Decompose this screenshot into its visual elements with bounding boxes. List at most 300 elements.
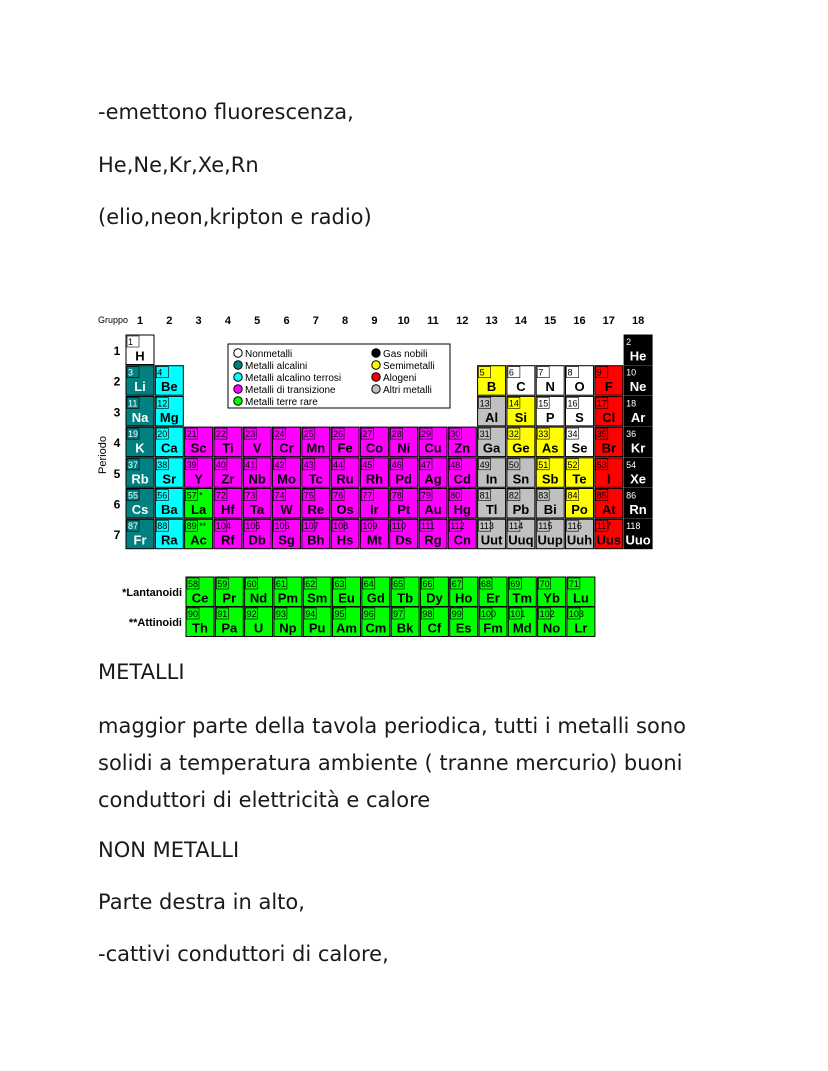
element-cell-Am [333,607,361,637]
element-cell-Sg [273,519,301,549]
element-symbol: Po [571,502,588,517]
element-number: 47 [421,459,432,470]
element-symbol: Pm [277,590,299,606]
element-cell-Be [155,366,183,396]
element-number: 113 [479,521,494,532]
element-symbol: Ir [370,502,379,517]
element-cell-Cr [273,427,301,457]
element-cell-Tb [391,577,419,607]
group-number: 6 [283,315,290,327]
element-number: 83 [538,490,549,501]
element-number: 33 [538,429,549,440]
element-symbol: Xe [630,471,647,487]
element-symbol: Cf [427,620,442,636]
element-symbol: Ru [336,471,354,487]
element-cell-Zr [214,458,242,488]
group-number: 16 [573,315,586,327]
element-symbol: C [516,379,526,395]
metalli-description [98,708,686,819]
element-cell-Cd [448,458,476,488]
element-number: 21 [186,429,197,440]
element-symbol: Db [248,532,266,548]
element-number: 80 [450,490,461,501]
element-symbol: V [252,440,262,456]
element-cell-Ds [390,519,418,549]
element-number: 36 [626,429,637,440]
element-cell-Fe [331,427,359,457]
element-cell-At [595,489,623,519]
element-cell-Ne [624,366,652,396]
element-symbol: I [606,471,611,487]
element-cell-Lr [567,607,595,637]
element-cell-Bh [302,519,330,549]
element-number: 50 [508,459,519,470]
element-number: 66 [422,579,433,589]
element-number: 49 [479,459,490,470]
element-cell-Dy [420,577,448,607]
element-cell-Te [566,458,594,488]
element-symbol: Nb [248,471,266,487]
legend-label: Metalli alcalino terrosi [245,373,342,384]
legend-label: Metalli alcalini [245,361,308,372]
group-number: 18 [631,315,645,327]
element-symbol: Pr [222,590,237,606]
element-symbol: Pu [308,620,326,636]
element-cell-Ar [624,396,652,426]
element-symbol: As [541,440,559,456]
element-number: 11 [128,398,138,409]
element-cell-Lu [567,577,595,607]
element-number: 29 [421,429,432,440]
element-symbol: Zr [221,471,235,487]
element-cell-Rb [126,458,154,488]
element-number: 18 [626,398,637,409]
element-symbol: Y [194,471,203,487]
element-number: 2 [626,337,632,347]
element-cell-Po [566,489,594,519]
element-number: 46 [391,459,402,470]
element-cell-P [536,396,564,426]
element-cell-Ti [214,427,242,457]
legend-label: Metalli terre rare [245,397,318,408]
element-cell-Si [507,396,535,426]
element-symbol: Ti [222,440,234,456]
element-number: 6 [508,367,514,378]
element-symbol: Hg [453,502,471,517]
element-symbol: Pa [221,620,238,636]
element-number: 26 [333,429,344,440]
element-number: 89 ** [186,521,207,532]
element-cell-I [595,458,623,488]
element-number: 44 [333,459,344,470]
element-number: 43 [303,459,314,470]
group-number: 14 [514,315,528,327]
element-symbol: Li [134,379,146,395]
element-symbol: Lr [574,620,588,636]
element-number: 53 [596,459,607,470]
element-number: 94 [305,609,316,619]
element-cell-Uuh [566,519,594,549]
element-number: 1 [128,337,134,347]
element-cell-F [595,366,623,396]
element-number: 101 [510,609,526,619]
element-cell-Mt [360,519,388,549]
element-number: 9 [596,367,602,378]
element-symbol: Ra [160,532,178,548]
element-symbol: U [253,620,264,636]
element-symbol: P [545,409,555,425]
element-number: 23 [245,429,256,440]
group-number: 5 [254,315,261,327]
element-number: 64 [363,579,374,589]
element-number: 98 [422,609,433,619]
element-cell-Xe [624,458,652,488]
legend-swatch-transition [234,385,242,393]
element-symbol: Ce [191,590,209,606]
element-cell-Re [302,489,330,519]
element-symbol: Uut [480,532,503,548]
element-cell-He [624,335,652,365]
element-symbol: Pt [397,502,411,517]
element-number: 112 [450,521,465,532]
element-cell-Uup [536,519,564,549]
metalli-line: conduttori di elettricità e calore [98,788,431,812]
element-cell-N [536,366,564,396]
period-number: 1 [113,344,121,358]
element-number: 100 [481,609,497,619]
element-number: 25 [303,429,314,440]
element-number: 4 [157,367,163,378]
element-symbol: Nd [249,590,268,606]
element-symbol: Cd [453,471,471,487]
element-symbol: Rh [365,471,384,487]
element-number: 88 [157,521,168,532]
element-cell-Rg [419,519,447,549]
element-cell-Ho [450,577,478,607]
element-cell-Bi [536,489,564,519]
element-cell-Bk [391,607,419,637]
element-symbol: Pb [512,502,530,517]
legend-swatch-halogen [372,373,380,381]
element-number: 57 * [186,490,203,501]
element-cell-Sr [155,458,183,488]
element-cell-W [273,489,301,519]
element-number: 56 [157,490,168,501]
element-number: 12 [157,398,168,409]
period-number: 6 [113,497,121,512]
element-symbol: Bi [543,502,557,517]
element-cell-Ac [185,519,213,549]
element-symbol: Sc [190,440,207,456]
element-cell-Hs [331,519,359,549]
element-cell-Eu [333,577,361,607]
element-symbol: Se [571,440,588,456]
element-cell-Ge [507,427,535,457]
legend-label: Metalli di transizione [245,385,336,396]
element-number: 67 [451,579,462,589]
element-symbol: O [574,379,585,395]
element-cell-Ra [155,519,183,549]
element-cell-Pa [215,607,243,637]
element-symbol: Ca [160,440,178,456]
group-number: 15 [544,315,557,327]
element-cell-Uuo [624,519,652,549]
element-symbol: Na [131,409,149,425]
element-symbol: Md [512,620,532,636]
element-cell-Se [566,427,594,457]
element-number: 7 [538,367,544,378]
element-symbol: Bk [396,620,414,636]
element-cell-Rh [360,458,388,488]
element-symbol: Ne [629,379,647,395]
element-number: 14 [508,398,519,409]
element-symbol: Mg [159,409,179,425]
element-symbol: Np [279,620,297,636]
element-cell-Y [185,458,213,488]
element-symbol: Si [514,409,528,425]
element-number: 51 [538,459,549,470]
element-number: 77 [362,490,373,501]
element-number: 111 [421,521,435,532]
element-cell-Uus [595,519,623,549]
element-symbol: At [601,502,616,517]
element-number: 74 [274,490,285,501]
element-number: 72 [215,490,226,501]
element-cell-Na [126,396,154,426]
element-cell-Cm [362,607,390,637]
legend-label: Nonmetalli [245,349,293,360]
element-number: 60 [246,579,257,589]
element-cell-Nb [243,458,271,488]
element-symbol: Ta [250,502,265,517]
element-number: 61 [275,579,286,589]
element-cell-Co [360,427,388,457]
element-symbol: Sr [162,471,177,487]
element-symbol: W [280,502,293,517]
element-symbol: Zn [454,440,471,456]
element-cell-Gd [362,577,390,607]
element-number: 69 [510,579,521,589]
element-cell-Mo [273,458,301,488]
element-number: 71 [568,579,579,589]
element-number: 97 [393,609,404,619]
element-number: 110 [391,521,407,532]
element-cell-Cf [420,607,448,637]
element-symbol: He [629,348,647,364]
nonmetalli-line-position: Parte destra in alto, [98,890,305,914]
element-cell-Db [243,519,271,549]
element-number: 91 [217,609,228,619]
element-cell-Tm [508,577,536,607]
element-number: 79 [421,490,432,501]
element-number: 30 [450,429,461,440]
element-cell-Rf [214,519,242,549]
group-number: 1 [136,315,144,327]
element-number: 102 [539,609,555,619]
group-number: 3 [195,315,202,327]
metalli-line: maggior parte della tavola periodica, tutti i metalli sono [98,714,686,738]
element-number: 99 [451,609,462,619]
element-symbol: Uup [537,532,563,548]
group-number: 4 [224,315,231,327]
element-number: 10 [626,367,637,378]
element-cell-As [536,427,564,457]
period-number: 4 [113,436,121,451]
element-cell-Pb [507,489,535,519]
element-cell-Rn [624,489,652,519]
element-cell-Al [478,396,506,426]
element-cell-Ru [331,458,359,488]
element-symbol: Ni [397,440,411,456]
element-symbol: K [135,440,145,456]
element-number: 8 [567,367,573,378]
legend-swatch-nonmetal [234,349,242,357]
legend-swatch-lanthanide [234,397,242,405]
element-number: 78 [391,490,402,501]
element-number: 103 [568,609,584,619]
group-number: 10 [397,315,410,327]
element-symbol: Uuo [625,532,651,548]
element-cell-No [538,607,566,637]
element-number: 107 [303,521,319,532]
element-symbol: Sg [278,532,295,548]
element-number: 55 [128,490,139,501]
element-symbol: Pd [395,471,413,487]
element-symbol: N [545,379,555,395]
element-number: 116 [567,521,582,532]
element-number: 92 [246,609,257,619]
element-cell-Ca [155,427,183,457]
element-symbol: Hs [336,532,354,548]
metalli-line: solidi a temperatura ambiente ( tranne mercurio) buoni [98,751,683,775]
line-fluorescence: -emettono fluorescenza, [98,100,354,124]
element-number: 63 [334,579,345,589]
periodic-table [96,305,661,650]
element-cell-Pt [390,489,418,519]
element-number: 28 [391,429,402,440]
element-cell-S [566,396,594,426]
element-cell-Uut [478,519,506,549]
element-symbol: Uuq [508,532,534,548]
line-noble-gas-names: (elio,neon,kripton e radio) [98,205,372,229]
element-number: 34 [567,429,578,440]
element-symbol: Th [192,620,208,636]
element-number: 106 [274,521,290,532]
element-symbol: Cn [453,532,471,548]
element-number: 41 [245,459,256,470]
element-cell-Yb [538,577,566,607]
element-symbol: Uus [596,532,622,548]
legend-swatch-alkaline [234,373,242,381]
element-symbol: Ac [190,532,207,548]
element-cell-H [126,335,154,365]
element-symbol: Dy [426,590,443,606]
element-number: 65 [393,579,404,589]
element-number: 42 [274,459,285,470]
element-cell-Mg [155,396,183,426]
element-symbol: Be [160,379,178,395]
element-number: 39 [186,459,197,470]
element-symbol: Rn [629,502,647,517]
element-cell-Ag [419,458,447,488]
element-cell-Th [186,607,214,637]
element-cell-Cl [595,396,623,426]
element-symbol: Cr [279,440,294,456]
element-symbol: Rg [424,532,442,548]
element-symbol: Cl [602,409,616,425]
element-cell-K [126,427,154,457]
element-number: 75 [303,490,314,501]
element-number: 109 [362,521,378,532]
element-number: 3 [128,367,134,378]
group-number: 12 [456,315,469,327]
element-number: 35 [596,429,607,440]
element-symbol: Rf [221,532,235,548]
element-symbol: B [486,379,497,395]
element-cell-Au [419,489,447,519]
element-cell-Np [274,607,302,637]
element-symbol: Ba [160,502,178,517]
lanthanides-label: *Lantanoidi [122,587,182,599]
element-cell-Ce [186,577,214,607]
element-cell-Sb [536,458,564,488]
element-cell-In [478,458,506,488]
element-symbol: F [604,379,613,395]
element-symbol: Tl [485,502,498,517]
element-number: 19 [128,429,139,440]
element-symbol: Ge [512,440,530,456]
element-symbol: Hf [221,502,235,517]
element-number: 37 [128,459,139,470]
element-symbol: Fr [133,532,147,548]
period-number: 5 [113,466,121,481]
element-cell-Uuq [507,519,535,549]
element-cell-Pm [274,577,302,607]
element-number: 108 [333,521,349,532]
element-symbol: Tc [308,471,323,487]
element-symbol: Ag [424,471,442,487]
element-number: 114 [508,521,524,532]
element-symbol: Uuh [566,532,593,548]
element-number: 59 [217,579,228,589]
element-number: 93 [275,609,286,619]
element-symbol: Cu [424,440,442,456]
element-cell-Pd [390,458,418,488]
element-number: 24 [274,429,285,440]
element-cell-Nd [245,577,273,607]
group-number: 2 [166,315,173,327]
legend-label: Semimetalli [383,361,435,372]
element-symbol: Fe [337,440,353,456]
element-number: 5 [479,367,485,378]
element-number: 76 [333,490,344,501]
element-symbol: Os [336,502,354,517]
element-number: 95 [334,609,345,619]
element-symbol: No [542,620,561,636]
nonmetalli-line-conductors: -cattivi conduttori di calore, [98,942,389,966]
element-symbol: Ar [630,409,646,425]
element-number: 87 [128,521,139,532]
element-number: 70 [539,579,550,589]
period-number: 2 [113,374,121,389]
element-symbol: Lu [572,590,589,606]
element-number: 73 [245,490,256,501]
element-cell-Pu [303,607,331,637]
element-number: 52 [567,459,578,470]
legend-label: Altri metalli [383,385,432,396]
element-symbol: Mo [277,471,296,487]
element-number: 68 [481,579,492,589]
